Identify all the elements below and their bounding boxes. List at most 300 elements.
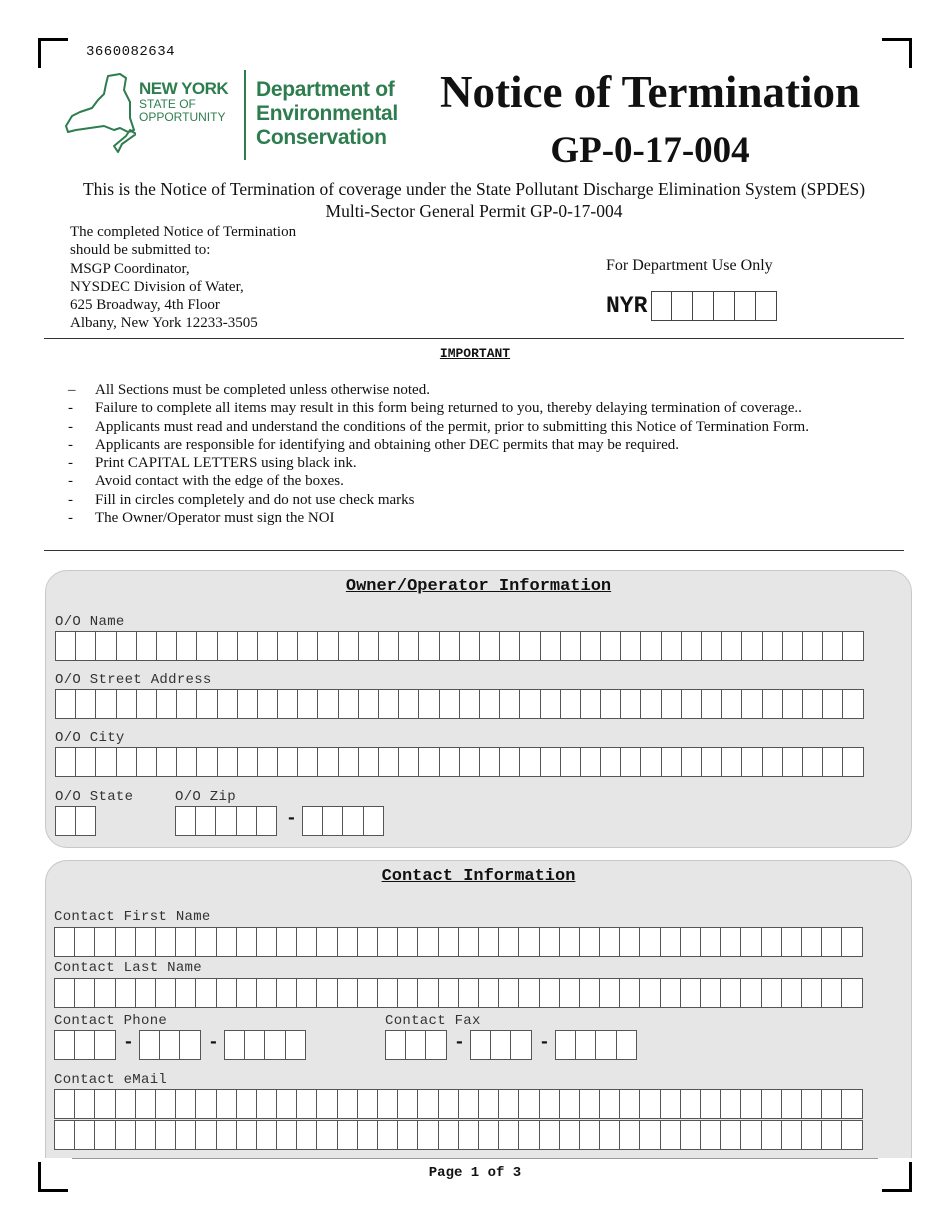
char-box[interactable] bbox=[781, 978, 802, 1008]
char-box[interactable] bbox=[478, 927, 499, 957]
char-box[interactable] bbox=[539, 978, 560, 1008]
char-box[interactable] bbox=[599, 927, 620, 957]
char-box[interactable] bbox=[75, 806, 96, 836]
char-box[interactable] bbox=[640, 689, 661, 719]
char-box[interactable] bbox=[841, 978, 862, 1008]
char-box[interactable] bbox=[256, 1089, 277, 1119]
char-box[interactable] bbox=[801, 1120, 822, 1150]
char-box[interactable] bbox=[701, 631, 722, 661]
char-box[interactable] bbox=[155, 1089, 176, 1119]
char-box[interactable] bbox=[116, 747, 137, 777]
char-box[interactable] bbox=[357, 927, 378, 957]
char-box[interactable] bbox=[317, 689, 338, 719]
char-box[interactable] bbox=[802, 747, 823, 777]
char-box[interactable] bbox=[418, 631, 439, 661]
char-box[interactable] bbox=[357, 1120, 378, 1150]
char-box[interactable] bbox=[116, 689, 137, 719]
contact-email-field-line2[interactable] bbox=[54, 1120, 863, 1150]
char-box[interactable] bbox=[175, 927, 196, 957]
char-box[interactable] bbox=[155, 978, 176, 1008]
char-box[interactable] bbox=[762, 689, 783, 719]
char-box[interactable] bbox=[175, 978, 196, 1008]
char-box[interactable] bbox=[176, 689, 197, 719]
char-box[interactable] bbox=[55, 806, 76, 836]
char-box[interactable] bbox=[599, 978, 620, 1008]
contact-phone-area-field[interactable] bbox=[54, 1030, 116, 1060]
char-box[interactable] bbox=[620, 747, 641, 777]
char-box[interactable] bbox=[256, 978, 277, 1008]
char-box[interactable] bbox=[438, 927, 459, 957]
char-box[interactable] bbox=[660, 1089, 681, 1119]
char-box[interactable] bbox=[741, 689, 762, 719]
char-box[interactable] bbox=[316, 978, 337, 1008]
char-box[interactable] bbox=[75, 747, 96, 777]
char-box[interactable] bbox=[762, 747, 783, 777]
char-box[interactable] bbox=[55, 689, 76, 719]
char-box[interactable] bbox=[75, 631, 96, 661]
char-box[interactable] bbox=[377, 978, 398, 1008]
char-box[interactable] bbox=[639, 1120, 660, 1150]
char-box[interactable] bbox=[377, 1089, 398, 1119]
char-box[interactable] bbox=[540, 747, 561, 777]
char-box[interactable] bbox=[115, 978, 136, 1008]
char-box[interactable] bbox=[296, 1089, 317, 1119]
char-box[interactable] bbox=[701, 747, 722, 777]
char-box[interactable] bbox=[264, 1030, 285, 1060]
char-box[interactable] bbox=[660, 1120, 681, 1150]
char-box[interactable] bbox=[135, 978, 156, 1008]
char-box[interactable] bbox=[385, 1030, 406, 1060]
char-box[interactable] bbox=[720, 978, 741, 1008]
char-box[interactable] bbox=[277, 747, 298, 777]
char-box[interactable] bbox=[680, 1120, 701, 1150]
char-box[interactable] bbox=[661, 631, 682, 661]
char-box[interactable] bbox=[417, 1089, 438, 1119]
char-box[interactable] bbox=[459, 747, 480, 777]
char-box[interactable] bbox=[224, 1030, 245, 1060]
char-box[interactable] bbox=[781, 927, 802, 957]
char-box[interactable] bbox=[721, 689, 742, 719]
char-box[interactable] bbox=[195, 1089, 216, 1119]
char-box[interactable] bbox=[439, 631, 460, 661]
char-box[interactable] bbox=[499, 747, 520, 777]
char-box[interactable] bbox=[377, 927, 398, 957]
char-box[interactable] bbox=[358, 747, 379, 777]
char-box[interactable] bbox=[115, 1089, 136, 1119]
char-box[interactable] bbox=[470, 1030, 491, 1060]
char-box[interactable] bbox=[802, 689, 823, 719]
char-box[interactable] bbox=[680, 927, 701, 957]
char-box[interactable] bbox=[720, 1089, 741, 1119]
char-box[interactable] bbox=[276, 1089, 297, 1119]
char-box[interactable] bbox=[256, 1120, 277, 1150]
char-box[interactable] bbox=[196, 689, 217, 719]
char-box[interactable] bbox=[317, 631, 338, 661]
char-box[interactable] bbox=[296, 927, 317, 957]
char-box[interactable] bbox=[316, 1089, 337, 1119]
contact-phone-prefix-field[interactable] bbox=[139, 1030, 201, 1060]
char-box[interactable] bbox=[136, 689, 157, 719]
char-box[interactable] bbox=[619, 1089, 640, 1119]
char-box[interactable] bbox=[217, 689, 238, 719]
char-box[interactable] bbox=[195, 806, 216, 836]
char-box[interactable] bbox=[196, 747, 217, 777]
char-box[interactable] bbox=[115, 927, 136, 957]
char-box[interactable] bbox=[459, 631, 480, 661]
char-box[interactable] bbox=[74, 1030, 95, 1060]
char-box[interactable] bbox=[479, 689, 500, 719]
char-box[interactable] bbox=[619, 927, 640, 957]
char-box[interactable] bbox=[159, 1030, 180, 1060]
char-box[interactable] bbox=[139, 1030, 160, 1060]
char-box[interactable] bbox=[338, 631, 359, 661]
contact-fax-area-field[interactable] bbox=[385, 1030, 447, 1060]
char-box[interactable] bbox=[782, 631, 803, 661]
char-box[interactable] bbox=[499, 689, 520, 719]
char-box[interactable] bbox=[700, 1120, 721, 1150]
char-box[interactable] bbox=[681, 689, 702, 719]
char-box[interactable] bbox=[195, 927, 216, 957]
char-box[interactable] bbox=[237, 689, 258, 719]
char-box[interactable] bbox=[600, 631, 621, 661]
char-box[interactable] bbox=[397, 1120, 418, 1150]
char-box[interactable] bbox=[438, 978, 459, 1008]
char-box[interactable] bbox=[94, 1120, 115, 1150]
char-box[interactable] bbox=[256, 927, 277, 957]
char-box[interactable] bbox=[479, 631, 500, 661]
char-box[interactable] bbox=[595, 1030, 616, 1060]
char-box[interactable] bbox=[740, 1089, 761, 1119]
char-box[interactable] bbox=[459, 689, 480, 719]
char-box[interactable] bbox=[821, 978, 842, 1008]
char-box[interactable] bbox=[479, 747, 500, 777]
char-box[interactable] bbox=[54, 1089, 75, 1119]
char-box[interactable] bbox=[136, 631, 157, 661]
char-box[interactable] bbox=[539, 1089, 560, 1119]
char-box[interactable] bbox=[156, 631, 177, 661]
char-box[interactable] bbox=[700, 978, 721, 1008]
char-box[interactable] bbox=[599, 1089, 620, 1119]
char-box[interactable] bbox=[378, 747, 399, 777]
char-box[interactable] bbox=[821, 1120, 842, 1150]
char-box[interactable] bbox=[701, 689, 722, 719]
char-box[interactable] bbox=[616, 1030, 637, 1060]
char-box[interactable] bbox=[842, 689, 863, 719]
char-box[interactable] bbox=[94, 927, 115, 957]
char-box[interactable] bbox=[600, 689, 621, 719]
char-box[interactable] bbox=[297, 747, 318, 777]
char-box[interactable] bbox=[54, 1030, 75, 1060]
char-box[interactable] bbox=[580, 689, 601, 719]
char-box[interactable] bbox=[257, 747, 278, 777]
char-box[interactable] bbox=[237, 631, 258, 661]
char-box[interactable] bbox=[55, 747, 76, 777]
char-box[interactable] bbox=[458, 927, 479, 957]
char-box[interactable] bbox=[155, 1120, 176, 1150]
char-box[interactable] bbox=[842, 747, 863, 777]
char-box[interactable] bbox=[490, 1030, 511, 1060]
char-box[interactable] bbox=[54, 978, 75, 1008]
char-box[interactable] bbox=[782, 689, 803, 719]
char-box[interactable] bbox=[478, 1089, 499, 1119]
char-box[interactable] bbox=[236, 806, 257, 836]
char-box[interactable] bbox=[276, 927, 297, 957]
char-box[interactable] bbox=[135, 1120, 156, 1150]
char-box[interactable] bbox=[417, 978, 438, 1008]
char-box[interactable] bbox=[580, 747, 601, 777]
char-box[interactable] bbox=[74, 978, 95, 1008]
char-box[interactable] bbox=[498, 927, 519, 957]
contact-first-name-field[interactable] bbox=[54, 927, 863, 957]
char-box[interactable] bbox=[801, 978, 822, 1008]
char-box[interactable] bbox=[661, 747, 682, 777]
char-box[interactable] bbox=[458, 1120, 479, 1150]
char-box[interactable] bbox=[620, 689, 641, 719]
char-box[interactable] bbox=[398, 747, 419, 777]
char-box[interactable] bbox=[175, 1089, 196, 1119]
char-box[interactable] bbox=[439, 689, 460, 719]
char-box[interactable] bbox=[94, 1089, 115, 1119]
char-box[interactable] bbox=[498, 1120, 519, 1150]
char-box[interactable] bbox=[54, 927, 75, 957]
char-box[interactable] bbox=[156, 747, 177, 777]
char-box[interactable] bbox=[95, 631, 116, 661]
char-box[interactable] bbox=[95, 689, 116, 719]
char-box[interactable] bbox=[438, 1089, 459, 1119]
char-box[interactable] bbox=[822, 631, 843, 661]
char-box[interactable] bbox=[357, 1089, 378, 1119]
char-box[interactable] bbox=[244, 1030, 265, 1060]
oo-city-field[interactable] bbox=[55, 747, 864, 777]
oo-street-field[interactable] bbox=[55, 689, 864, 719]
char-box[interactable] bbox=[378, 631, 399, 661]
char-box[interactable] bbox=[599, 1120, 620, 1150]
char-box[interactable] bbox=[478, 978, 499, 1008]
char-box[interactable] bbox=[338, 689, 359, 719]
char-box[interactable] bbox=[559, 1089, 580, 1119]
char-box[interactable] bbox=[285, 1030, 306, 1060]
char-box[interactable] bbox=[236, 1120, 257, 1150]
char-box[interactable] bbox=[236, 978, 257, 1008]
char-box[interactable] bbox=[841, 1089, 862, 1119]
char-box[interactable] bbox=[135, 1089, 156, 1119]
char-box[interactable] bbox=[478, 1120, 499, 1150]
char-box[interactable] bbox=[781, 1120, 802, 1150]
char-box[interactable] bbox=[518, 978, 539, 1008]
char-box[interactable] bbox=[378, 689, 399, 719]
char-box[interactable] bbox=[518, 1120, 539, 1150]
char-box[interactable] bbox=[741, 631, 762, 661]
char-box[interactable] bbox=[782, 747, 803, 777]
char-box[interactable] bbox=[74, 927, 95, 957]
char-box[interactable] bbox=[559, 927, 580, 957]
char-box[interactable] bbox=[95, 747, 116, 777]
char-box[interactable] bbox=[761, 1089, 782, 1119]
char-box[interactable] bbox=[499, 631, 520, 661]
char-box[interactable] bbox=[217, 631, 238, 661]
char-box[interactable] bbox=[342, 806, 363, 836]
char-box[interactable] bbox=[661, 689, 682, 719]
char-box[interactable] bbox=[721, 747, 742, 777]
char-box[interactable] bbox=[540, 689, 561, 719]
char-box[interactable] bbox=[741, 747, 762, 777]
char-box[interactable] bbox=[156, 689, 177, 719]
char-box[interactable] bbox=[619, 978, 640, 1008]
char-box[interactable] bbox=[398, 689, 419, 719]
char-box[interactable] bbox=[425, 1030, 446, 1060]
char-box[interactable] bbox=[822, 689, 843, 719]
char-box[interactable] bbox=[176, 747, 197, 777]
char-box[interactable] bbox=[681, 631, 702, 661]
char-box[interactable] bbox=[116, 631, 137, 661]
char-box[interactable] bbox=[257, 631, 278, 661]
char-box[interactable] bbox=[216, 1120, 237, 1150]
char-box[interactable] bbox=[740, 978, 761, 1008]
char-box[interactable] bbox=[337, 1089, 358, 1119]
char-box[interactable] bbox=[519, 747, 540, 777]
char-box[interactable] bbox=[822, 747, 843, 777]
char-box[interactable] bbox=[358, 631, 379, 661]
char-box[interactable] bbox=[74, 1120, 95, 1150]
char-box[interactable] bbox=[560, 747, 581, 777]
oo-zip4-field[interactable] bbox=[302, 806, 384, 836]
char-box[interactable] bbox=[94, 978, 115, 1008]
char-box[interactable] bbox=[236, 1089, 257, 1119]
char-box[interactable] bbox=[740, 1120, 761, 1150]
char-box[interactable] bbox=[498, 978, 519, 1008]
char-box[interactable] bbox=[498, 1089, 519, 1119]
char-box[interactable] bbox=[196, 631, 217, 661]
char-box[interactable] bbox=[337, 927, 358, 957]
char-box[interactable] bbox=[237, 747, 258, 777]
char-box[interactable] bbox=[821, 1089, 842, 1119]
char-box[interactable] bbox=[579, 1089, 600, 1119]
char-box[interactable] bbox=[418, 747, 439, 777]
char-box[interactable] bbox=[600, 747, 621, 777]
char-box[interactable] bbox=[579, 927, 600, 957]
char-box[interactable] bbox=[417, 1120, 438, 1150]
char-box[interactable] bbox=[639, 1089, 660, 1119]
char-box[interactable] bbox=[176, 631, 197, 661]
char-box[interactable] bbox=[559, 1120, 580, 1150]
char-box[interactable] bbox=[761, 978, 782, 1008]
char-box[interactable] bbox=[700, 1089, 721, 1119]
char-box[interactable] bbox=[821, 927, 842, 957]
char-box[interactable] bbox=[377, 1120, 398, 1150]
char-box[interactable] bbox=[216, 927, 237, 957]
char-box[interactable] bbox=[660, 978, 681, 1008]
char-box[interactable] bbox=[338, 747, 359, 777]
char-box[interactable] bbox=[660, 927, 681, 957]
char-box[interactable] bbox=[560, 631, 581, 661]
char-box[interactable] bbox=[781, 1089, 802, 1119]
char-box[interactable] bbox=[302, 806, 323, 836]
char-box[interactable] bbox=[296, 1120, 317, 1150]
char-box[interactable] bbox=[640, 747, 661, 777]
char-box[interactable] bbox=[438, 1120, 459, 1150]
char-box[interactable] bbox=[801, 1089, 822, 1119]
char-box[interactable] bbox=[540, 631, 561, 661]
char-box[interactable] bbox=[720, 927, 741, 957]
char-box[interactable] bbox=[802, 631, 823, 661]
char-box[interactable] bbox=[841, 927, 862, 957]
char-box[interactable] bbox=[579, 978, 600, 1008]
char-box[interactable] bbox=[620, 631, 641, 661]
char-box[interactable] bbox=[195, 1120, 216, 1150]
char-box[interactable] bbox=[397, 1089, 418, 1119]
char-box[interactable] bbox=[680, 978, 701, 1008]
char-box[interactable] bbox=[397, 927, 418, 957]
char-box[interactable] bbox=[518, 1089, 539, 1119]
char-box[interactable] bbox=[337, 1120, 358, 1150]
char-box[interactable] bbox=[639, 978, 660, 1008]
char-box[interactable] bbox=[700, 927, 721, 957]
char-box[interactable] bbox=[721, 631, 742, 661]
char-box[interactable] bbox=[580, 631, 601, 661]
char-box[interactable] bbox=[317, 747, 338, 777]
char-box[interactable] bbox=[337, 978, 358, 1008]
char-box[interactable] bbox=[418, 689, 439, 719]
char-box[interactable] bbox=[316, 1120, 337, 1150]
char-box[interactable] bbox=[740, 927, 761, 957]
char-box[interactable] bbox=[179, 1030, 200, 1060]
char-box[interactable] bbox=[458, 1089, 479, 1119]
char-box[interactable] bbox=[297, 689, 318, 719]
contact-phone-line-field[interactable] bbox=[224, 1030, 306, 1060]
char-box[interactable] bbox=[175, 806, 196, 836]
char-box[interactable] bbox=[801, 927, 822, 957]
char-box[interactable] bbox=[842, 631, 863, 661]
char-box[interactable] bbox=[75, 689, 96, 719]
char-box[interactable] bbox=[579, 1120, 600, 1150]
contact-email-field-line1[interactable] bbox=[54, 1089, 863, 1119]
char-box[interactable] bbox=[575, 1030, 596, 1060]
contact-fax-line-field[interactable] bbox=[555, 1030, 637, 1060]
char-box[interactable] bbox=[217, 747, 238, 777]
char-box[interactable] bbox=[357, 978, 378, 1008]
char-box[interactable] bbox=[398, 631, 419, 661]
char-box[interactable] bbox=[761, 1120, 782, 1150]
char-box[interactable] bbox=[216, 978, 237, 1008]
char-box[interactable] bbox=[519, 631, 540, 661]
char-box[interactable] bbox=[54, 1120, 75, 1150]
char-box[interactable] bbox=[276, 1120, 297, 1150]
char-box[interactable] bbox=[639, 927, 660, 957]
char-box[interactable] bbox=[417, 927, 438, 957]
oo-zip5-field[interactable] bbox=[175, 806, 277, 836]
char-box[interactable] bbox=[55, 631, 76, 661]
char-box[interactable] bbox=[276, 978, 297, 1008]
oo-name-field[interactable] bbox=[55, 631, 864, 661]
char-box[interactable] bbox=[155, 927, 176, 957]
char-box[interactable] bbox=[256, 806, 277, 836]
char-box[interactable] bbox=[539, 927, 560, 957]
char-box[interactable] bbox=[257, 689, 278, 719]
char-box[interactable] bbox=[560, 689, 581, 719]
char-box[interactable] bbox=[94, 1030, 115, 1060]
char-box[interactable] bbox=[439, 747, 460, 777]
char-box[interactable] bbox=[680, 1089, 701, 1119]
char-box[interactable] bbox=[559, 978, 580, 1008]
char-box[interactable] bbox=[397, 978, 418, 1008]
char-box[interactable] bbox=[277, 689, 298, 719]
char-box[interactable] bbox=[236, 927, 257, 957]
char-box[interactable] bbox=[519, 689, 540, 719]
char-box[interactable] bbox=[297, 631, 318, 661]
char-box[interactable] bbox=[358, 689, 379, 719]
char-box[interactable] bbox=[136, 747, 157, 777]
char-box[interactable] bbox=[841, 1120, 862, 1150]
